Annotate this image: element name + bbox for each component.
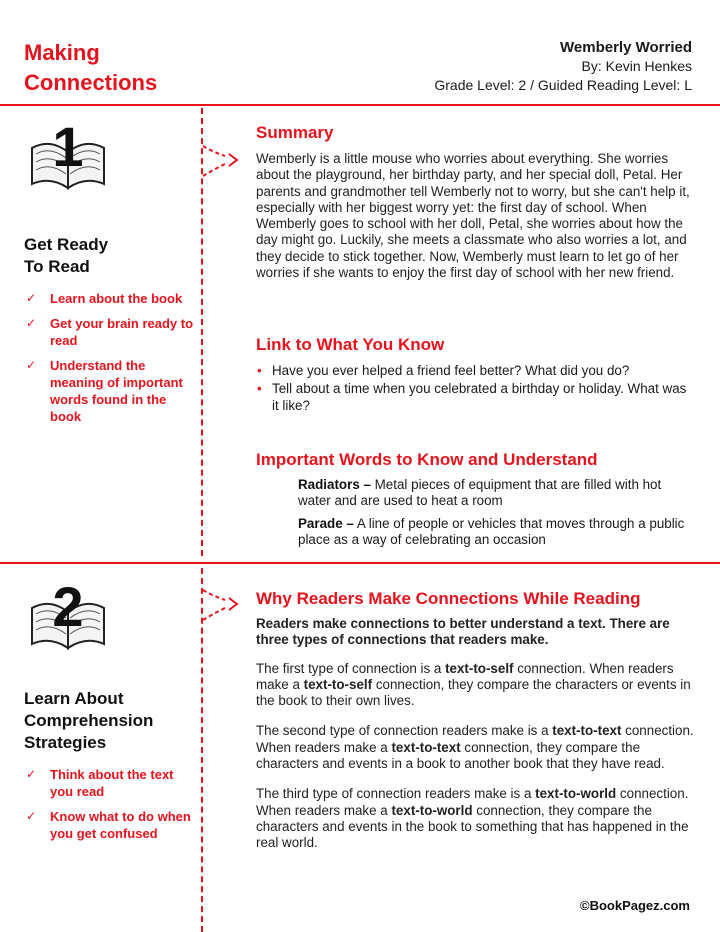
words-heading: Important Words to Know and Understand xyxy=(256,450,598,469)
book-info xyxy=(434,38,692,95)
list-item: ✓ Learn about the book xyxy=(26,291,183,306)
step-1-heading-line1: Get Ready xyxy=(24,235,109,254)
link-heading: Link to What You Know xyxy=(256,335,445,354)
summary-heading: Summary xyxy=(256,123,334,142)
copyright: ©BookPagez.com xyxy=(580,898,690,913)
arrow-icon xyxy=(201,142,241,178)
book-author: By: Kevin Henkes xyxy=(581,58,692,74)
why-heading: Why Readers Make Connections While Reading xyxy=(256,589,641,608)
open-book-icon xyxy=(28,578,108,650)
step-2-goals xyxy=(24,766,194,842)
link-section xyxy=(256,334,696,416)
why-section xyxy=(256,588,696,862)
word-term: Radiators – xyxy=(298,477,371,492)
list-item: • Have you ever helped a friend feel better? What did you do? xyxy=(257,363,630,378)
book-levels: Grade Level: 2 / Guided Reading Level: L xyxy=(434,77,692,93)
word-list xyxy=(256,477,696,548)
step-1-number: 1 xyxy=(52,118,84,178)
list-item: ✓ Understand the meaning of important words found in the book xyxy=(26,358,183,424)
page-title-line2: Connections xyxy=(24,70,158,95)
connection-paragraph-2: The second type of connection readers make is a text-to-text connection. When readers make a text-to-text connection, they compare the characters and events in a book to another book that they have read. xyxy=(256,723,694,772)
link-questions xyxy=(256,363,696,414)
connection-paragraph-1: The first type of connection is a text-to-self connection. When readers make a text-to-self connection, they compare the characters or events in the book to their own lives. xyxy=(256,660,691,709)
step-1-panel xyxy=(24,118,194,433)
step-1-heading xyxy=(24,234,194,278)
words-section xyxy=(256,449,696,554)
page-title xyxy=(24,38,224,98)
header-divider xyxy=(0,104,720,106)
connection-paragraph-3: The third type of connection readers make is a text-to-world connection. When readers make a text-to-world connection, they compare the characters and events in the book to something that has happened in the real world. xyxy=(256,786,689,851)
list-item: ✓ Know what to do when you get confused xyxy=(26,809,191,841)
open-book-icon xyxy=(28,118,108,190)
word-entry xyxy=(298,477,696,510)
step-1-goals xyxy=(24,290,194,425)
check-icon: ✓ xyxy=(26,809,37,823)
word-definition: Metal pieces of equipment that are filled with hot water and are used to heat a room xyxy=(298,477,662,509)
step-2-heading-line1: Learn About xyxy=(24,689,124,708)
section-divider xyxy=(0,562,720,564)
word-term: Parade – xyxy=(298,515,354,531)
check-icon: ✓ xyxy=(26,316,37,330)
summary-section xyxy=(256,122,696,281)
check-icon: ✓ xyxy=(26,358,37,372)
bullet-icon: • xyxy=(257,363,262,378)
step-2-number: 2 xyxy=(52,578,84,638)
list-item: • Tell about a time when you celebrated a birthday or holiday. What was it like? xyxy=(257,381,687,413)
step-2-heading xyxy=(24,688,194,754)
why-intro: Readers make connections to better understand a text. There are three types of connections that readers make. xyxy=(256,616,670,648)
column-divider-bottom xyxy=(201,568,203,932)
arrow-icon xyxy=(201,586,241,622)
step-2-heading-line2: Comprehension xyxy=(24,711,154,730)
list-item: ✓ Think about the text you read xyxy=(26,767,174,799)
list-item: ✓ Get your brain ready to read xyxy=(26,316,194,348)
step-1-heading-line2: To Read xyxy=(24,257,90,276)
word-entry xyxy=(298,516,696,549)
page-title-line1: Making xyxy=(24,40,100,65)
check-icon: ✓ xyxy=(26,291,37,305)
book-title: Wemberly Worried xyxy=(560,39,692,56)
step-2-panel xyxy=(24,578,194,850)
summary-text: Wemberly is a little mouse who worries about everything. She worries about the playground, her birthday party, and her special doll, Petal. Her parents and grandmother tell Wemberly not to worry, but she can't help it, especially with her biggest worry yet: the first day of school. When Wemberly goes to school with her doll, Petal, she worries about how the day might go. Luckily, she meets a classmate who also worries a lot, and they decide to stick together. Now, Wemberly must learn to let go of her worries if she wants to enjoy the first day of school with her new friend. xyxy=(256,151,690,281)
check-icon: ✓ xyxy=(26,767,37,781)
step-2-heading-line3: Strategies xyxy=(24,733,107,752)
word-definition: A line of people or vehicles that moves through a public place as a way of celebrating an occasion xyxy=(298,515,685,547)
bullet-icon: • xyxy=(257,381,262,397)
